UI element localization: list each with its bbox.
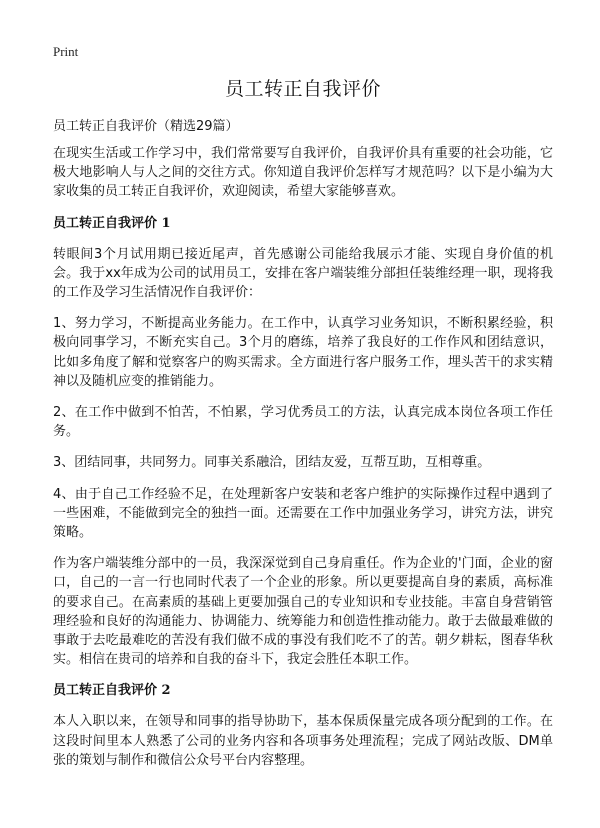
document-subtitle: 员工转正自我评价（精选29篇） bbox=[53, 119, 239, 134]
print-link[interactable]: Print bbox=[53, 44, 79, 59]
paragraph: 转眼间3个月试用期已接近尾声，首先感谢公司能给我展示才能、实现自身价值的机会。我于xx年成为公司的试用员工，安排在客户端装维分部担任装维经理一职，现将我的工作及学习生活情况作自我评价： bbox=[53, 246, 553, 301]
paragraph: 3、团结同事，共同努力。同事关系融洽，团结友爱，互帮互助，互相尊重。 bbox=[53, 455, 491, 471]
intro-paragraph: 在现实生活或工作学习中，我们常常要写自我评价，自我评价具有重要的社会功能，它极大地影响人与人之间的交往方式。你知道自我评价怎样写才规范吗？以下是小编为大家收集的员工转正自我评价，欢迎阅读，希望大家能够喜欢。 bbox=[53, 146, 553, 200]
paragraph: 4、由于自己工作经验不足，在处理新客户安装和老客户维护的实际操作过程中遇到了一些困难，不能做到完全的独挡一面。还需要在工作中加强业务学习，讲究方法，讲究策略。 bbox=[53, 486, 553, 541]
paragraph: 作为客户端装维分部中的一员，我深深觉到自己身肩重任。作为企业的'门面，企业的窗口，自己的一言一行也同时代表了一个企业的形象。所以更要提高自身的素质，高标准的要求自己。在高素质的基础上更要加强自己的专业知识和专业技能。丰富自身营销管理经验和良好的沟通能力、协调能力、统筹能力和创造性推动能力。敢于去做最难做的事敢于去吃最难吃的苦没有我们做不成的事没有我们吃不了的苦。朝夕耕耘，图春华秋实。相信在贵司的培养和自我的奋斗下，我定会胜任本职工作。 bbox=[53, 556, 553, 668]
document-body bbox=[53, 76, 553, 782]
section-heading: 员工转正自我评价 1 bbox=[53, 215, 171, 231]
paragraph: 2、在工作中做到不怕苦，不怕累，学习优秀员工的方法，认真完成本岗位各项工作任务。 bbox=[53, 405, 553, 440]
paragraph: 1、努力学习，不断提高业务能力。在工作中，认真学习业务知识，不断积累经验，积极向同事学习，不断充实自己。3个月的磨练，培养了我良好的工作作风和团结意识，比如多角度了解和觉察客户的购买需求。全方面进行客户服务工作，埋头苦干的求实精神以及随机应变的推销能力。 bbox=[53, 316, 553, 389]
section-heading: 员工转正自我评价 2 bbox=[53, 683, 171, 699]
page-title: 员工转正自我评价 bbox=[224, 78, 381, 100]
paragraph: 本人入职以来，在领导和同事的指导协助下，基本保质保量完成各项分配到的工作。在这段时间里本人熟悉了公司的业务内容和各项事务处理流程；完成了网站改版、DM单张的策划与制作和微信公众号平台内容整理。 bbox=[53, 714, 553, 768]
